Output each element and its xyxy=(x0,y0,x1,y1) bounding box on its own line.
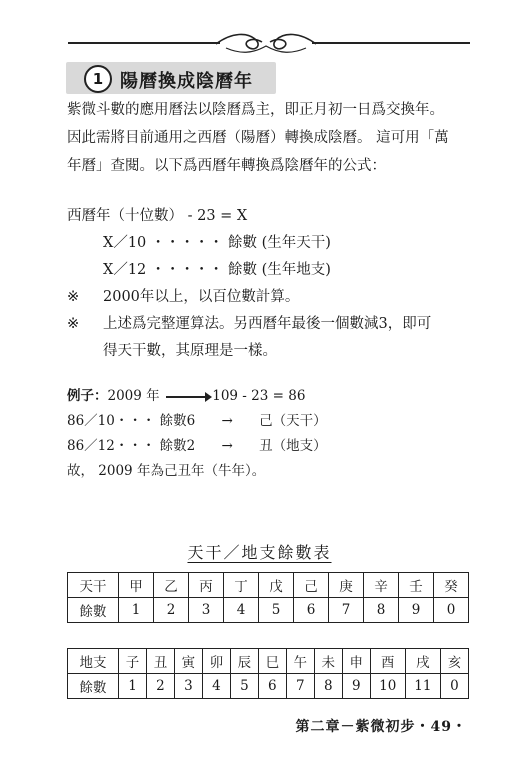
stem-name-cell: 戊 xyxy=(259,573,294,598)
stem-value-cell: 2 xyxy=(154,598,189,623)
table-title: 天干／地支餘數表 xyxy=(187,543,332,562)
branch-name-cell: 巳 xyxy=(258,649,286,674)
example-branch-calc: 86／12・・・ 餘數2 xyxy=(67,438,196,454)
branch-value-cell: 3 xyxy=(174,674,202,699)
formula-stem-line: X／10 ・・・・・ 餘數 (生年天干) xyxy=(103,235,331,251)
branch-value-cell: 5 xyxy=(230,674,258,699)
table-row xyxy=(68,674,469,699)
section-number: 1 xyxy=(84,65,112,93)
stem-name-cell: 乙 xyxy=(154,573,189,598)
stem-name-cell: 甲 xyxy=(119,573,154,598)
stem-value-cell: 3 xyxy=(189,598,224,623)
stem-value-cell: 7 xyxy=(329,598,364,623)
example-block xyxy=(67,384,327,484)
stem-name-cell: 辛 xyxy=(364,573,399,598)
stem-value-header: 餘數 xyxy=(68,598,119,623)
branch-value-cell: 1 xyxy=(119,674,147,699)
branch-value-cell: 7 xyxy=(286,674,314,699)
stem-value-cell: 4 xyxy=(224,598,259,623)
arrow-icon: → xyxy=(221,438,233,454)
note-mark: ※ xyxy=(67,316,80,332)
table-row xyxy=(68,649,469,674)
example-stem-result: 己（天干） xyxy=(259,413,327,429)
branch-name-cell: 子 xyxy=(119,649,147,674)
formula-main: 西曆年（十位數） - 23 = X xyxy=(67,208,248,224)
branch-name-cell: 戌 xyxy=(405,649,440,674)
stem-value-cell: 5 xyxy=(259,598,294,623)
branch-name-cell: 卯 xyxy=(202,649,230,674)
intro-line: 紫微斗數的應用曆法以陰曆爲主，即正月初一日爲交換年。 xyxy=(67,102,444,118)
note-text: 2000年以上，以百位數計算。 xyxy=(103,289,300,305)
stem-value-cell: 9 xyxy=(399,598,434,623)
example-stem-calc: 86／10・・・ 餘數6 xyxy=(67,413,196,429)
branch-name-cell: 丑 xyxy=(146,649,174,674)
stem-table xyxy=(67,572,469,623)
branch-value-cell: 6 xyxy=(258,674,286,699)
formula-branch-line: X／12 ・・・・・ 餘數 (生年地支) xyxy=(103,262,331,278)
branch-value-cell: 10 xyxy=(370,674,405,699)
branch-value-header: 餘數 xyxy=(68,674,119,699)
branch-name-cell: 寅 xyxy=(174,649,202,674)
stem-header: 天干 xyxy=(68,573,119,598)
note-text: 上述爲完整運算法。另西曆年最後一個數減3，即可 xyxy=(103,316,432,332)
stem-name-cell: 丁 xyxy=(224,573,259,598)
stem-name-cell: 己 xyxy=(294,573,329,598)
stem-value-cell: 1 xyxy=(119,598,154,623)
intro-line: 年曆」查閱。以下爲西曆年轉換爲陰曆年的公式： xyxy=(67,158,386,174)
header-rule-right xyxy=(312,42,470,44)
formula-block xyxy=(67,203,431,365)
stem-value-cell: 8 xyxy=(364,598,399,623)
section-title: 陽曆換成陰曆年 xyxy=(120,71,253,92)
intro-line: 因此需將目前通用之西曆（陽曆）轉換成陰曆。 這可用「萬 xyxy=(67,130,449,146)
long-arrow-icon xyxy=(166,396,206,398)
example-branch-result: 丑（地支） xyxy=(259,438,327,454)
branch-name-cell: 辰 xyxy=(230,649,258,674)
branch-value-cell: 9 xyxy=(342,674,370,699)
page-footer: 第二章－紫微初步・49・ xyxy=(295,719,467,735)
branch-value-cell: 2 xyxy=(146,674,174,699)
branch-name-cell: 未 xyxy=(314,649,342,674)
scroll-ornament-icon xyxy=(212,28,320,58)
stem-name-cell: 壬 xyxy=(399,573,434,598)
branch-table xyxy=(67,648,469,699)
branch-value-cell: 4 xyxy=(202,674,230,699)
table-row xyxy=(68,573,469,598)
header-rule-left xyxy=(68,42,220,44)
branch-name-cell: 申 xyxy=(342,649,370,674)
stem-value-cell: 0 xyxy=(434,598,469,623)
stem-name-cell: 癸 xyxy=(434,573,469,598)
branch-name-cell: 亥 xyxy=(440,649,468,674)
arrow-icon: → xyxy=(221,413,233,429)
stem-value-cell: 6 xyxy=(294,598,329,623)
example-year: 2009 年 xyxy=(107,388,160,404)
stem-name-cell: 丙 xyxy=(189,573,224,598)
example-label: 例子： xyxy=(67,388,108,404)
branch-name-cell: 午 xyxy=(286,649,314,674)
example-conclusion: 故， 2009 年為己丑年（牛年）。 xyxy=(67,463,266,479)
note-mark: ※ xyxy=(67,289,80,305)
branch-value-cell: 0 xyxy=(440,674,468,699)
branch-value-cell: 11 xyxy=(405,674,440,699)
stem-name-cell: 庚 xyxy=(329,573,364,598)
note-text-continued: 得天干數，其原理是一樣。 xyxy=(103,343,277,359)
intro-paragraph xyxy=(67,96,477,180)
table-row xyxy=(68,598,469,623)
branch-header: 地支 xyxy=(68,649,119,674)
section-banner xyxy=(66,62,276,94)
branch-value-cell: 8 xyxy=(314,674,342,699)
example-calc: 109 - 23 = 86 xyxy=(212,388,306,404)
branch-name-cell: 酉 xyxy=(370,649,405,674)
